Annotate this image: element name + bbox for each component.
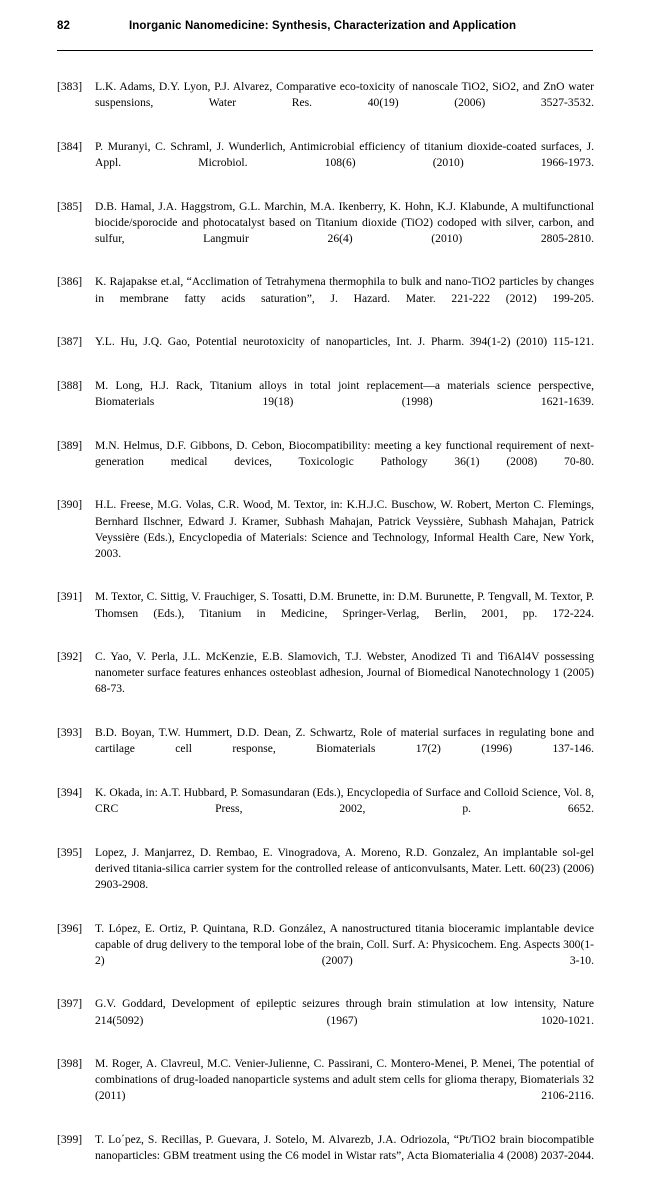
header-divider — [57, 50, 593, 51]
reference-entry — [57, 649, 594, 713]
reference-entry — [57, 274, 594, 322]
reference-number: [383] — [57, 80, 83, 93]
reference-text: M. Long, H.J. Rack, Titanium alloys in total joint replacement—a materials science perspective, Biomaterials 19(18) (1998) 1621-1639. — [95, 378, 594, 408]
reference-text: M.N. Helmus, D.F. Gibbons, D. Cebon, Biocompatibility: meeting a key functional requirement of next-generation medical devices, Toxicologic Pathology 36(1) (2008) 70-80. — [95, 438, 594, 468]
reference-number: [398] — [57, 1057, 83, 1071]
reference-entry — [57, 497, 594, 577]
reference-text: M. Textor, C. Sittig, V. Frauchiger, S. Tosatti, D.M. Brunette, in: D.M. Burunette, P. Tengvall, M. Textor, P. Thomsen (Eds.), Titanium in Medicine, Springer-Verlag, Berlin, 2001, pp. 172-224. — [95, 590, 594, 620]
reference-number: [396] — [57, 921, 83, 935]
reference-text: H.L. Freese, M.G. Volas, C.R. Wood, M. Textor, in: K.H.J.C. Buschow, W. Robert, Merton C. Flemings, Bernhard Ilschner, Edward J. Kramer, Subhash Mahajan, Patrick Veyssière, Subhash Mahajan, Patrick Veyssière (Eds.), Encyclopedia of Materials: Science and Technology, Informal Health Care, New York, 2003. — [95, 498, 594, 560]
reference-entry — [57, 438, 594, 486]
reference-entry — [57, 199, 594, 263]
reference-number: [387] — [57, 335, 83, 349]
reference-list — [57, 79, 594, 1180]
reference-text: D.B. Hamal, J.A. Haggstrom, G.L. Marchin, M.A. Ikenberry, K. Hohn, K.J. Klabunde, A multifunctional biocide/sporocide and photocatalyst based on Titanium dioxide (TiO2) codoped with silver, carbon, and sulfur, Langmuir 26(4) (2010) 2805-2810. — [95, 199, 594, 245]
reference-number: [392] — [57, 650, 83, 664]
reference-number: [393] — [57, 726, 83, 740]
reference-number: [390] — [57, 498, 83, 512]
book-title: Inorganic Nanomedicine: Synthesis, Characterization and Application — [129, 20, 517, 32]
reference-entry — [57, 845, 594, 909]
reference-text: Y.L. Hu, J.Q. Gao, Potential neurotoxicity of nanoparticles, Int. J. Pharm. 394(1-2) (2010) 115-121. — [95, 335, 594, 349]
reference-number: [391] — [57, 590, 83, 604]
reference-text: K. Okada, in: A.T. Hubbard, P. Somasundaran (Eds.), Encyclopedia of Surface and Colloid Science, Vol. 8, CRC Press, 2002, p. 6652. — [95, 785, 594, 815]
reference-number: [395] — [57, 845, 83, 859]
page-number: 82 — [57, 20, 70, 32]
reference-text: L.K. Adams, D.Y. Lyon, P.J. Alvarez, Comparative eco-toxicity of nanoscale TiO2, SiO2, and ZnO water suspensions, Water Res. 40(19) (2006) 3527-3532. — [95, 80, 594, 110]
reference-number: [385] — [57, 199, 83, 213]
reference-entry — [57, 79, 594, 127]
reference-number: [394] — [57, 785, 83, 799]
reference-entry — [57, 589, 594, 637]
reference-entry — [57, 139, 594, 187]
reference-entry — [57, 921, 594, 985]
reference-number: [388] — [57, 378, 83, 392]
reference-number: [389] — [57, 438, 83, 452]
reference-entry — [57, 378, 594, 426]
reference-number: [397] — [57, 997, 83, 1011]
reference-text: K. Rajapakse et.al, “Acclimation of Tetrahymena thermophila to bulk and nano-TiO2 particles by changes in membrane fatty acids saturation”, J. Hazard. Mater. 221-222 (2012) 199-205. — [95, 275, 594, 305]
reference-entry — [57, 725, 594, 773]
reference-text: P. Muranyi, C. Schraml, J. Wunderlich, Antimicrobial efficiency of titanium dioxide-coated surfaces, J. Appl. Microbiol. 108(6) (2010) 1966-1973. — [95, 139, 594, 169]
reference-text: T. Lo´pez, S. Recillas, P. Guevara, J. Sotelo, M. Alvarezb, J.A. Odriozola, “Pt/TiO2 brain biocompatible nanoparticles: GBM treatment using the C6 model in Wistar rats”, Acta Biomaterialia 4 (2008) 2037-2044. — [95, 1133, 594, 1163]
reference-text: G.V. Goddard, Development of epileptic seizures through brain stimulation at low intensity, Nature 214(5092) (1967) 1020-1021. — [95, 997, 594, 1027]
reference-entry — [57, 1132, 594, 1180]
reference-entry — [57, 1056, 594, 1120]
reference-entry — [57, 996, 594, 1044]
running-header — [57, 20, 593, 40]
reference-number: [399] — [57, 1133, 83, 1147]
reference-text: M. Roger, A. Clavreul, M.C. Venier-Julienne, C. Passirani, C. Montero-Menei, P. Menei, The potential of combinations of drug-loaded nanoparticle systems and adult stem cells for glioma therapy, Biomaterials 32 (2011) 2106-2116. — [95, 1057, 594, 1103]
reference-number: [386] — [57, 275, 83, 289]
reference-text: C. Yao, V. Perla, J.L. McKenzie, E.B. Slamovich, T.J. Webster, Anodized Ti and Ti6Al4V possessing nanometer surface features enhances osteoblast adhesion, Journal of Biomedical Nanotechnology 1 (2005) 68-73. — [95, 650, 594, 696]
reference-entry — [57, 334, 594, 366]
reference-entry — [57, 785, 594, 833]
reference-number: [384] — [57, 139, 83, 153]
reference-text: T. López, E. Ortiz, P. Quintana, R.D. González, A nanostructured titania bioceramic implantable device capable of drug delivery to the temporal lobe of the brain, Coll. Surf. A: Physicochem. Eng. Aspects 300(1-2) (2007) 3-10. — [95, 921, 594, 967]
reference-text: B.D. Boyan, T.W. Hummert, D.D. Dean, Z. Schwartz, Role of material surfaces in regulating bone and cartilage cell response, Biomaterials 17(2) (1996) 137-146. — [95, 726, 594, 756]
reference-text: Lopez, J. Manjarrez, D. Rembao, E. Vinogradova, A. Moreno, R.D. Gonzalez, An implantable sol-gel derived titania-silica carrier system for the controlled release of anticonvulsants, Mater. Lett. 60(23) (2006) 2903-2908. — [95, 845, 594, 891]
